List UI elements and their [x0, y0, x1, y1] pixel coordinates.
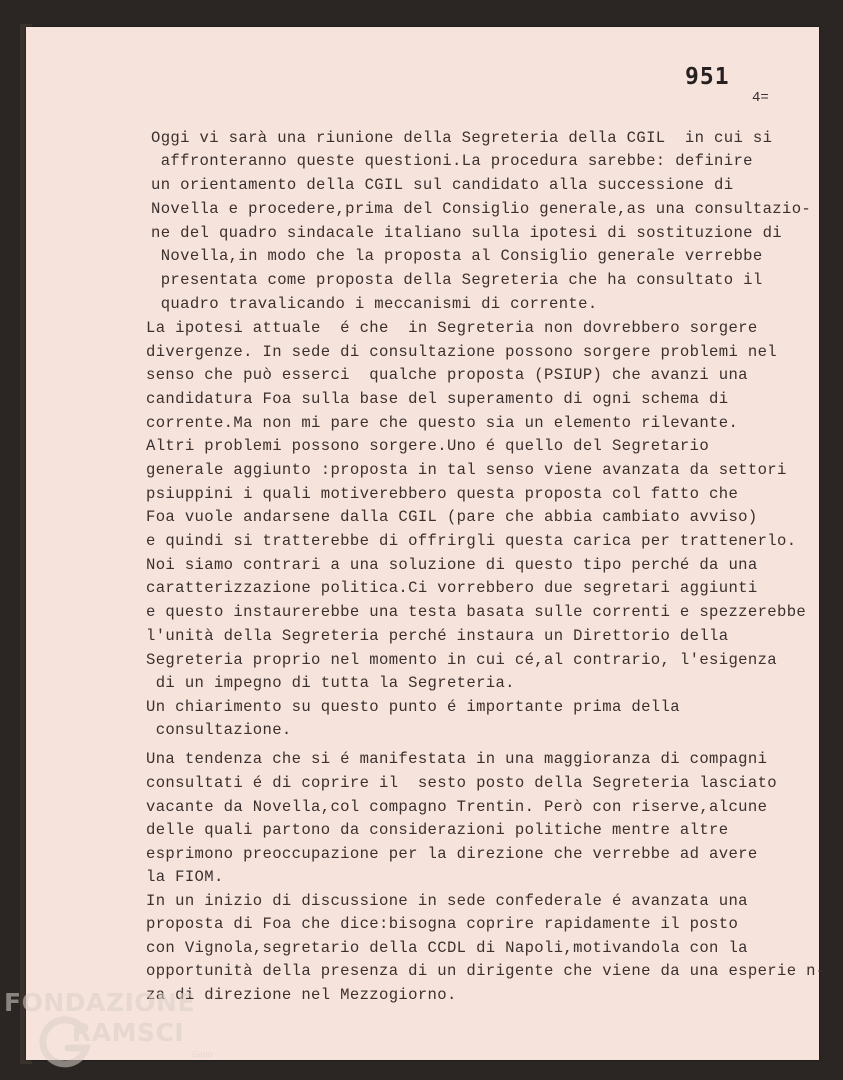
text-line: generale aggiunto :proposta in tal senso viene avanzata da settori — [146, 461, 787, 479]
text-line: proposta di Foa che dice:bisogna coprire rapidamente il posto — [146, 915, 739, 933]
text-line: e questo instaurerebbe una testa basata sulle correnti e spezzerebbe — [146, 603, 807, 621]
text-line: la FIOM. — [146, 868, 224, 886]
text-line: l'unità della Segreteria perché instaura un Direttorio della — [146, 627, 729, 645]
text-line: consultazione. — [146, 721, 292, 739]
text-line: Una tendenza che si é manifestata in una maggioranza di compagni — [146, 750, 768, 768]
text-line: corrente.Ma non mi pare che questo sia un elemento rilevante. — [146, 414, 739, 432]
text-line: psiuppini i quali motiverebbero questa proposta col fatto che — [146, 485, 739, 503]
text-line: Foa vuole andarsene dalla CGIL (pare che abbia cambiato avviso) — [146, 508, 758, 526]
text-line: Un chiarimento su questo punto é importante prima della — [146, 698, 680, 716]
text-line: senso che può esserci qualche proposta (PSIUP) che avanzi una — [146, 366, 748, 384]
text-line: La ipotesi attuale é che in Segreteria non dovrebbero sorgere — [146, 319, 758, 337]
watermark-line1: FONDAZIONE — [4, 988, 196, 1017]
text-line: esprimono preoccupazione per la direzione che verrebbe ad avere — [146, 845, 758, 863]
text-line: affronteranno queste questioni.La procedura sarebbe: definire — [151, 152, 753, 170]
text-line: presentata come proposta della Segreteria che ha consultato il — [151, 271, 763, 289]
text-line: ne del quadro sindacale italiano sulla ipotesi di sostituzione di — [151, 224, 783, 242]
text-line: Noi siamo contrari a una soluzione di questo tipo perché da una — [146, 556, 758, 574]
text-line: Novella e procedere,prima del Consiglio generale,as una consultazio- — [151, 200, 812, 218]
text-line: Novella,in modo che la proposta al Consiglio generale verrebbe — [151, 247, 763, 265]
text-line: Altri problemi possono sorgere.Uno é quello del Segretario — [146, 437, 710, 455]
watermark-sub: Gallo — [192, 1050, 213, 1059]
text-line: consultati é di coprire il sesto posto della Segreteria lasciato — [146, 774, 778, 792]
text-line: candidatura Foa sulla base del superamento di ogni schema di — [146, 390, 729, 408]
watermark-line2: RAMSCI — [72, 1018, 185, 1047]
text-line: un orientamento della CGIL sul candidato alla successione di — [151, 176, 734, 194]
text-line: In un inizio di discussione in sede confederale é avanzata una — [146, 892, 748, 910]
text-line: opportunità della presenza di un dirigente che viene da una esperie n- — [146, 962, 826, 980]
text-line: vacante da Novella,col compagno Trentin. Però con riserve,alcune — [146, 798, 768, 816]
text-line: Oggi vi sarà una riunione della Segreteria della CGIL in cui si — [151, 129, 773, 147]
text-line: za di direzione nel Mezzogiorno. — [146, 986, 457, 1004]
sheet-mark: 4= — [752, 90, 769, 106]
text-line: e quindi si tratterebbe di offrirgli questa carica per trattenerlo. — [146, 532, 797, 550]
text-line: quadro travalicando i meccanismi di corrente. — [151, 295, 598, 313]
text-line: divergenze. In sede di consultazione possono sorgere problemi nel — [146, 343, 778, 361]
text-line: Segreteria proprio nel momento in cui cé,al contrario, l'esigenza — [146, 651, 778, 669]
text-line: delle quali partono da considerazioni politiche mentre altre — [146, 821, 729, 839]
text-line: caratterizzazione politica.Ci vorrebbero due segretari aggiunti — [146, 579, 758, 597]
text-line: con Vignola,segretario della CCDL di Napoli,motivandola con la — [146, 939, 748, 957]
fondazione-gramsci-watermark — [4, 988, 213, 1059]
page-number: 951 — [685, 64, 730, 90]
text-line: di un impegno di tutta la Segreteria. — [146, 674, 515, 692]
